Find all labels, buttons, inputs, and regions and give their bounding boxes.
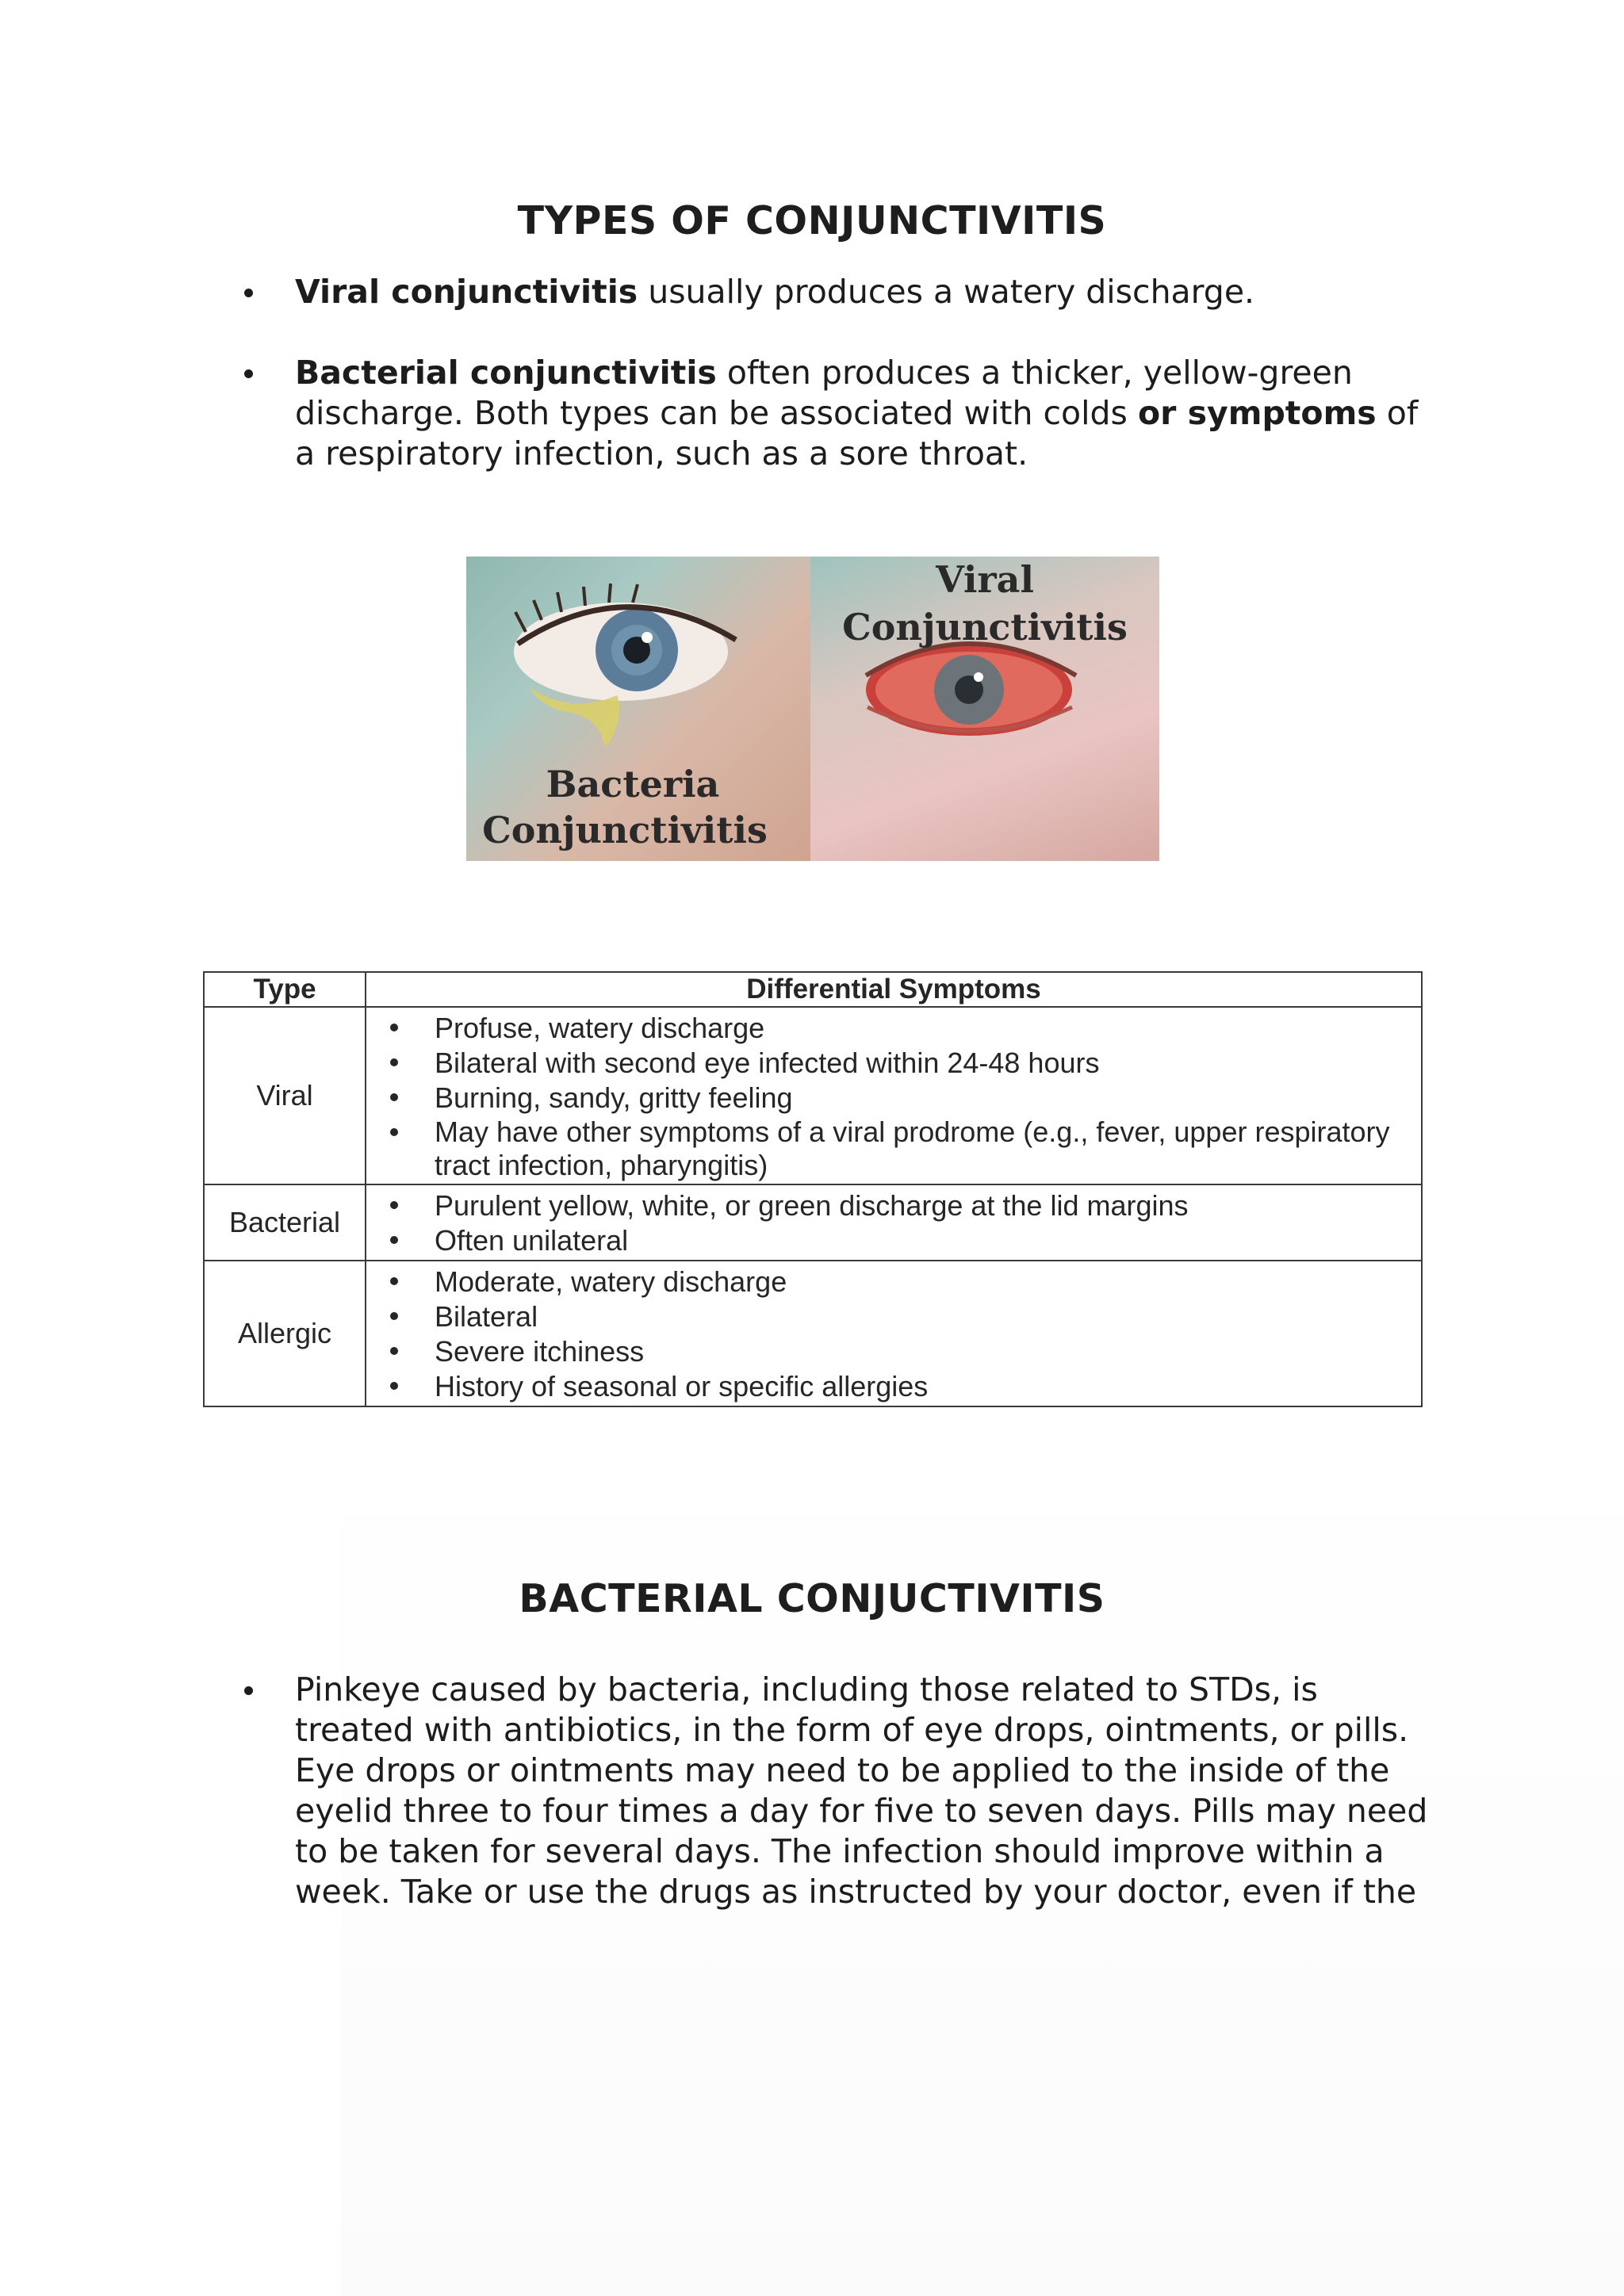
bullet-icon [390, 1201, 398, 1209]
symptom-item [382, 1046, 1413, 1081]
bullet-icon [390, 1347, 398, 1355]
viral-caption-line2: Conjunctivitis [842, 606, 1128, 649]
type-cell: Bacterial [204, 1184, 366, 1261]
symptom-text: Severe itchiness [435, 1335, 645, 1368]
viral-eye-photo [810, 557, 1159, 861]
term-viral-conjunctivitis: Viral conjunctivitis [295, 273, 638, 311]
symptom-item [382, 1011, 1413, 1046]
type-cell: Allergic [204, 1261, 366, 1406]
bullet-icon [390, 1128, 398, 1136]
bacteria-caption-line2: Conjunctivitis [482, 809, 768, 851]
table-row-allergic [204, 1261, 1422, 1406]
table-row-viral [204, 1007, 1422, 1184]
header-differential-symptoms: Differential Symptoms [366, 972, 1422, 1007]
bullet-icon [390, 1312, 398, 1320]
table-row-bacterial [204, 1184, 1422, 1261]
conjunctivitis-comparison-image [466, 557, 1159, 861]
symptom-item [382, 1223, 1413, 1258]
bullet-icon [390, 1236, 398, 1244]
symptom-text: Often unilateral [435, 1224, 629, 1257]
bullet-icon [244, 289, 253, 297]
table-header-row [204, 972, 1422, 1007]
symptom-text: History of seasonal or specific allergies [435, 1370, 929, 1402]
symptoms-cell [366, 1261, 1422, 1406]
symptom-item [382, 1334, 1413, 1369]
type-cell: Viral [204, 1007, 366, 1184]
bullet-icon [244, 369, 253, 378]
symptom-item [382, 1299, 1413, 1334]
symptom-item [382, 1081, 1413, 1115]
bullet-icon [390, 1093, 398, 1101]
term-or-symptoms: or symptoms [1137, 394, 1377, 432]
symptom-text: Profuse, watery discharge [435, 1012, 765, 1044]
symptom-text: Burning, sandy, gritty feeling [435, 1081, 793, 1114]
list-item-viral [238, 272, 1443, 312]
symptoms-cell [366, 1184, 1422, 1261]
bacterial-description-end: of a respiratory infection, such as a sore throat. [295, 394, 1419, 473]
symptom-text: May have other symptoms of a viral prodrome (e.g., fever, upper respiratory tract infection, pharyngitis) [435, 1115, 1390, 1181]
symptom-item [382, 1188, 1413, 1223]
bullet-icon [244, 1686, 253, 1695]
viral-description: usually produces a watery discharge. [638, 273, 1255, 311]
bacterial-bullet-list [238, 1670, 1443, 1912]
list-item-bacterial [238, 353, 1443, 474]
symptom-text: Moderate, watery discharge [435, 1265, 787, 1298]
section-title-types: TYPES OF CONJUNCTIVITIS [517, 198, 1107, 243]
symptom-text: Bilateral [435, 1300, 538, 1333]
term-bacterial-conjunctivitis: Bacterial conjunctivitis [295, 354, 717, 392]
section-title-bacterial: BACTERIAL CONJUCTIVITIS [519, 1576, 1105, 1621]
bacterial-description: often produces a thicker, yellow-green discharge. Both types can be associated with colds [295, 354, 1353, 432]
header-type: Type [204, 972, 366, 1007]
types-bullet-list [238, 272, 1443, 474]
symptom-item [382, 1265, 1413, 1299]
viral-caption-line1: Viral [936, 558, 1034, 601]
bullet-icon [390, 1024, 398, 1031]
differential-symptoms-table [203, 971, 1423, 1407]
list-item-treatment [238, 1670, 1443, 1912]
symptom-text: Bilateral with second eye infected within 24-48 hours [435, 1047, 1100, 1079]
bullet-icon [390, 1277, 398, 1285]
bacterial-eye-photo [466, 557, 810, 861]
bullet-icon [390, 1382, 398, 1390]
symptom-item [382, 1369, 1413, 1404]
symptom-text: Purulent yellow, white, or green discharge at the lid margins [435, 1189, 1189, 1222]
bullet-icon [390, 1058, 398, 1066]
treatment-paragraph: Pinkeye caused by bacteria, including those related to STDs, is treated with antibiotics, in the form of eye drops, ointments, or pills. Eye drops or ointments may need to be applied to the inside of the eyelid three to four times a day for five to seven days. Pills may need to be taken for several days. The infection should improve within a week. Take or use the drugs as instructed by your doctor, even if the [295, 1670, 1428, 1911]
symptoms-cell [366, 1007, 1422, 1184]
bacteria-caption-line1: Bacteria [546, 763, 720, 806]
symptom-item [382, 1115, 1413, 1182]
